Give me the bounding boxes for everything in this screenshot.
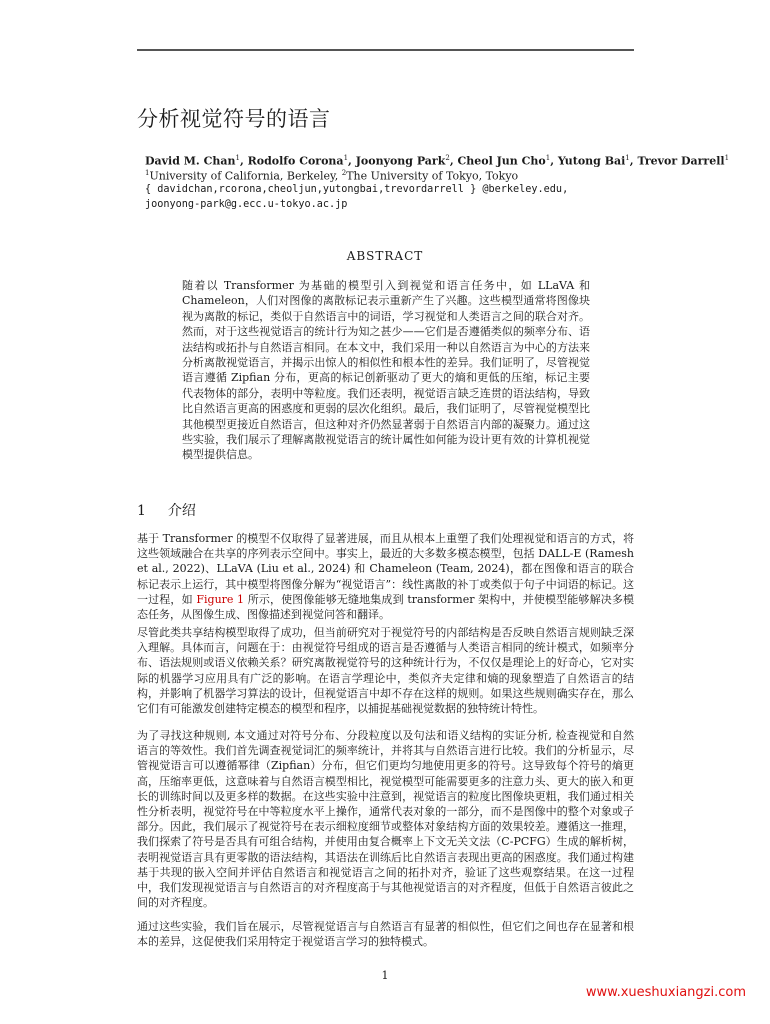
author-affiliation-mark: 1: [235, 154, 240, 162]
author-name: Cheol Jun Cho: [457, 154, 546, 168]
paragraph: 尽管此类共享结构模型取得了成功，但当前研究对于视觉符号的内部结构是否反映自然语言规则缺乏深入理解。具体而言，问题在于：由视觉符号组成的语言是否遵循与人类语言相同的统计模式，如频率分布、语法规则或语义依赖关系？研究离散视觉符号的这种统计行为，不仅仅是理论上的好奇心，它对实际的机器学习应用具有广泛的影响。在语言学理论中，类似齐夫定律和熵的现象塑造了自然语言的结构，并影响了机器学习算法的设计，但视觉语言中却不存在这样的规则。如果这些规则确实存在，那么它们有可能激发创建特定模态的模型和程序，以捕捉基础视觉数据的独特统计特性。: [137, 626, 634, 716]
author-name: Rodolfo Corona: [247, 154, 344, 168]
email-line-2[interactable]: joonyong-park@g.ecc.u-tokyo.ac.jp: [145, 199, 348, 210]
paragraph-text: 基于 Transformer 的模型不仅取得了显著进展，而且从根本上重塑了我们处理视觉和语言的方式，将这些领域融合在共享的序列表示空间中。事实上，最近的大多数多模态模型，包括 DALL-E (Ramesh et al., 2022)、LLaVA (Liu et al., 2024) 和 Chameleon (Team, 2024)，都在图像和语言的联合标记表示上运行，其中模型将图像分解为“视觉语言”：线性离散的补丁或类似于句子中词语的标记。这一过程，如: [137, 532, 634, 606]
author-name: David M. Chan: [145, 154, 236, 168]
author-affiliation-mark: 2: [445, 154, 450, 162]
author-list: David M. Chan$^1$, Rodolfo Corona$^1$, Joonyong Park$^2$, Cheol Jun Cho$^1$, Yutong Bai$^1$, Trevor Darrell$^1$: [145, 154, 730, 168]
affiliation-tokyo: The University of Tokyo, Tokyo: [346, 169, 519, 183]
section-number: 1: [137, 503, 146, 519]
abstract-text: 随着以 Transformer 为基础的模型引入到视觉和语言任务中，如 LLaVA 和 Chameleon，人们对图像的离散标记表示重新产生了兴趣。这些模型通常将图像块视为离散的标记，类似于自然语言中的词语，学习视觉和人类语言之间的联合对齐。然而，对于这些视觉语言的统计行为知之甚少——它们是否遵循类似的频率分布、语法结构或拓扑与自然语言相同。在本文中，我们采用一种以自然语言为中心的方法来分析离散视觉语言，并揭示出惊人的相似性和根本性的差异。我们证明了，尽管视觉语言遵循 Zipfian 分布，更高的标记创新驱动了更大的熵和更低的压缩，标记主要代表物体的部分，表明中等粒度。我们还表明，视觉语言缺乏连贯的语法结构，导致比自然语言更高的困惑度和更弱的层次化组织。最后，我们证明了，尽管视觉模型比其他模型更接近自然语言，但这种对齐仍然显著弱于自然语言内部的凝聚力。通过这些实验，我们展示了理解离散视觉语言的统计属性如何能为设计更有效的计算机视觉模型提供信息。: [182, 279, 590, 462]
abstract-heading: ABSTRACT: [346, 249, 424, 263]
affiliation-mark: 1: [145, 169, 150, 177]
section-title: 介绍: [167, 503, 196, 519]
author-affiliation-mark: 1: [343, 154, 349, 162]
email-line-1[interactable]: { davidchan,rcorona,cheoljun,yutongbai,trevordarrell } @berkeley.edu,: [145, 184, 569, 195]
author-affiliation-mark: 1: [545, 154, 551, 162]
figure-link[interactable]: Figure 1: [196, 592, 245, 606]
author-name: Trevor Darrell: [637, 154, 725, 168]
section-heading: [137, 500, 196, 520]
author-name: Joonyong Park: [355, 154, 446, 168]
author-affiliation-mark: 1: [724, 154, 730, 162]
paragraph: [137, 531, 634, 622]
paragraph-text: 所示，使图像能够无缝地集成到 transformer 架构中，并使模型能够解决多模态任务，从图像生成、图像描述到视觉问答和翻译。: [137, 592, 635, 622]
affiliations: [145, 169, 518, 183]
paragraph: 通过这些实验，我们旨在展示，尽管视觉语言与自然语言有显著的相似性，但它们之间也存在显著和根本的差异，这促使我们采用特定于视觉语言学习的独特模式。: [137, 920, 634, 949]
watermark: www.xueshuxiangzi.com: [585, 985, 746, 1000]
affiliation-berkeley: University of California, Berkeley,: [149, 169, 342, 183]
author-name: Yutong Bai: [557, 154, 626, 168]
affiliation-mark: 2: [341, 169, 347, 177]
top-rule: [137, 49, 634, 51]
paragraph: 为了寻找这种规则, 本文通过对符号分布、分段粒度以及句法和语义结构的实证分析, 检查视觉和自然语言的等效性。我们首先调查视觉词汇的频率统计，并将其与自然语言进行比较。我们的分析显示，尽管视觉语言可以遵循幂律（Zipfian）分布，但它们更均匀地使用更多的符号。这导致每个符号的熵更高，压缩率更低，这意味着与自然语言模型相比，视觉模型可能需要更多的注意力头、更大的嵌入和更长的训练时间以及更多样的数据。在这些实验中注意到，视觉语言的粒度比图像块更粗，我们通过相关性分析表明，视觉符号在中等粒度水平上操作，通常代表对象的一部分，而不是图像中的整个对象或子部分。因此，我们展示了视觉符号在表示细粒度细节或整体对象结构方面的效果较差。遵循这一推理，我们探索了符号是否具有可组合结构，并使用由复合概率上下文无关文法（C-PCFG）生成的解析树，表明视觉语言具有更零散的语法结构，其语法在训练后比自然语言表现出更高的困惑度。我们通过构建基于共现的嵌入空间并评估自然语言和视觉语言之间的拓扑对齐，验证了这些观察结果。在这一过程中，我们发现视觉语言与自然语言的对齐程度高于与其他视觉语言的对齐程度，但低于自然语言彼此之间的对齐程度。: [137, 729, 634, 910]
author-affiliation-mark: 1: [625, 154, 630, 162]
page-number: 1: [381, 969, 389, 982]
paper-title: 分析视觉符号的语言: [137, 107, 331, 131]
